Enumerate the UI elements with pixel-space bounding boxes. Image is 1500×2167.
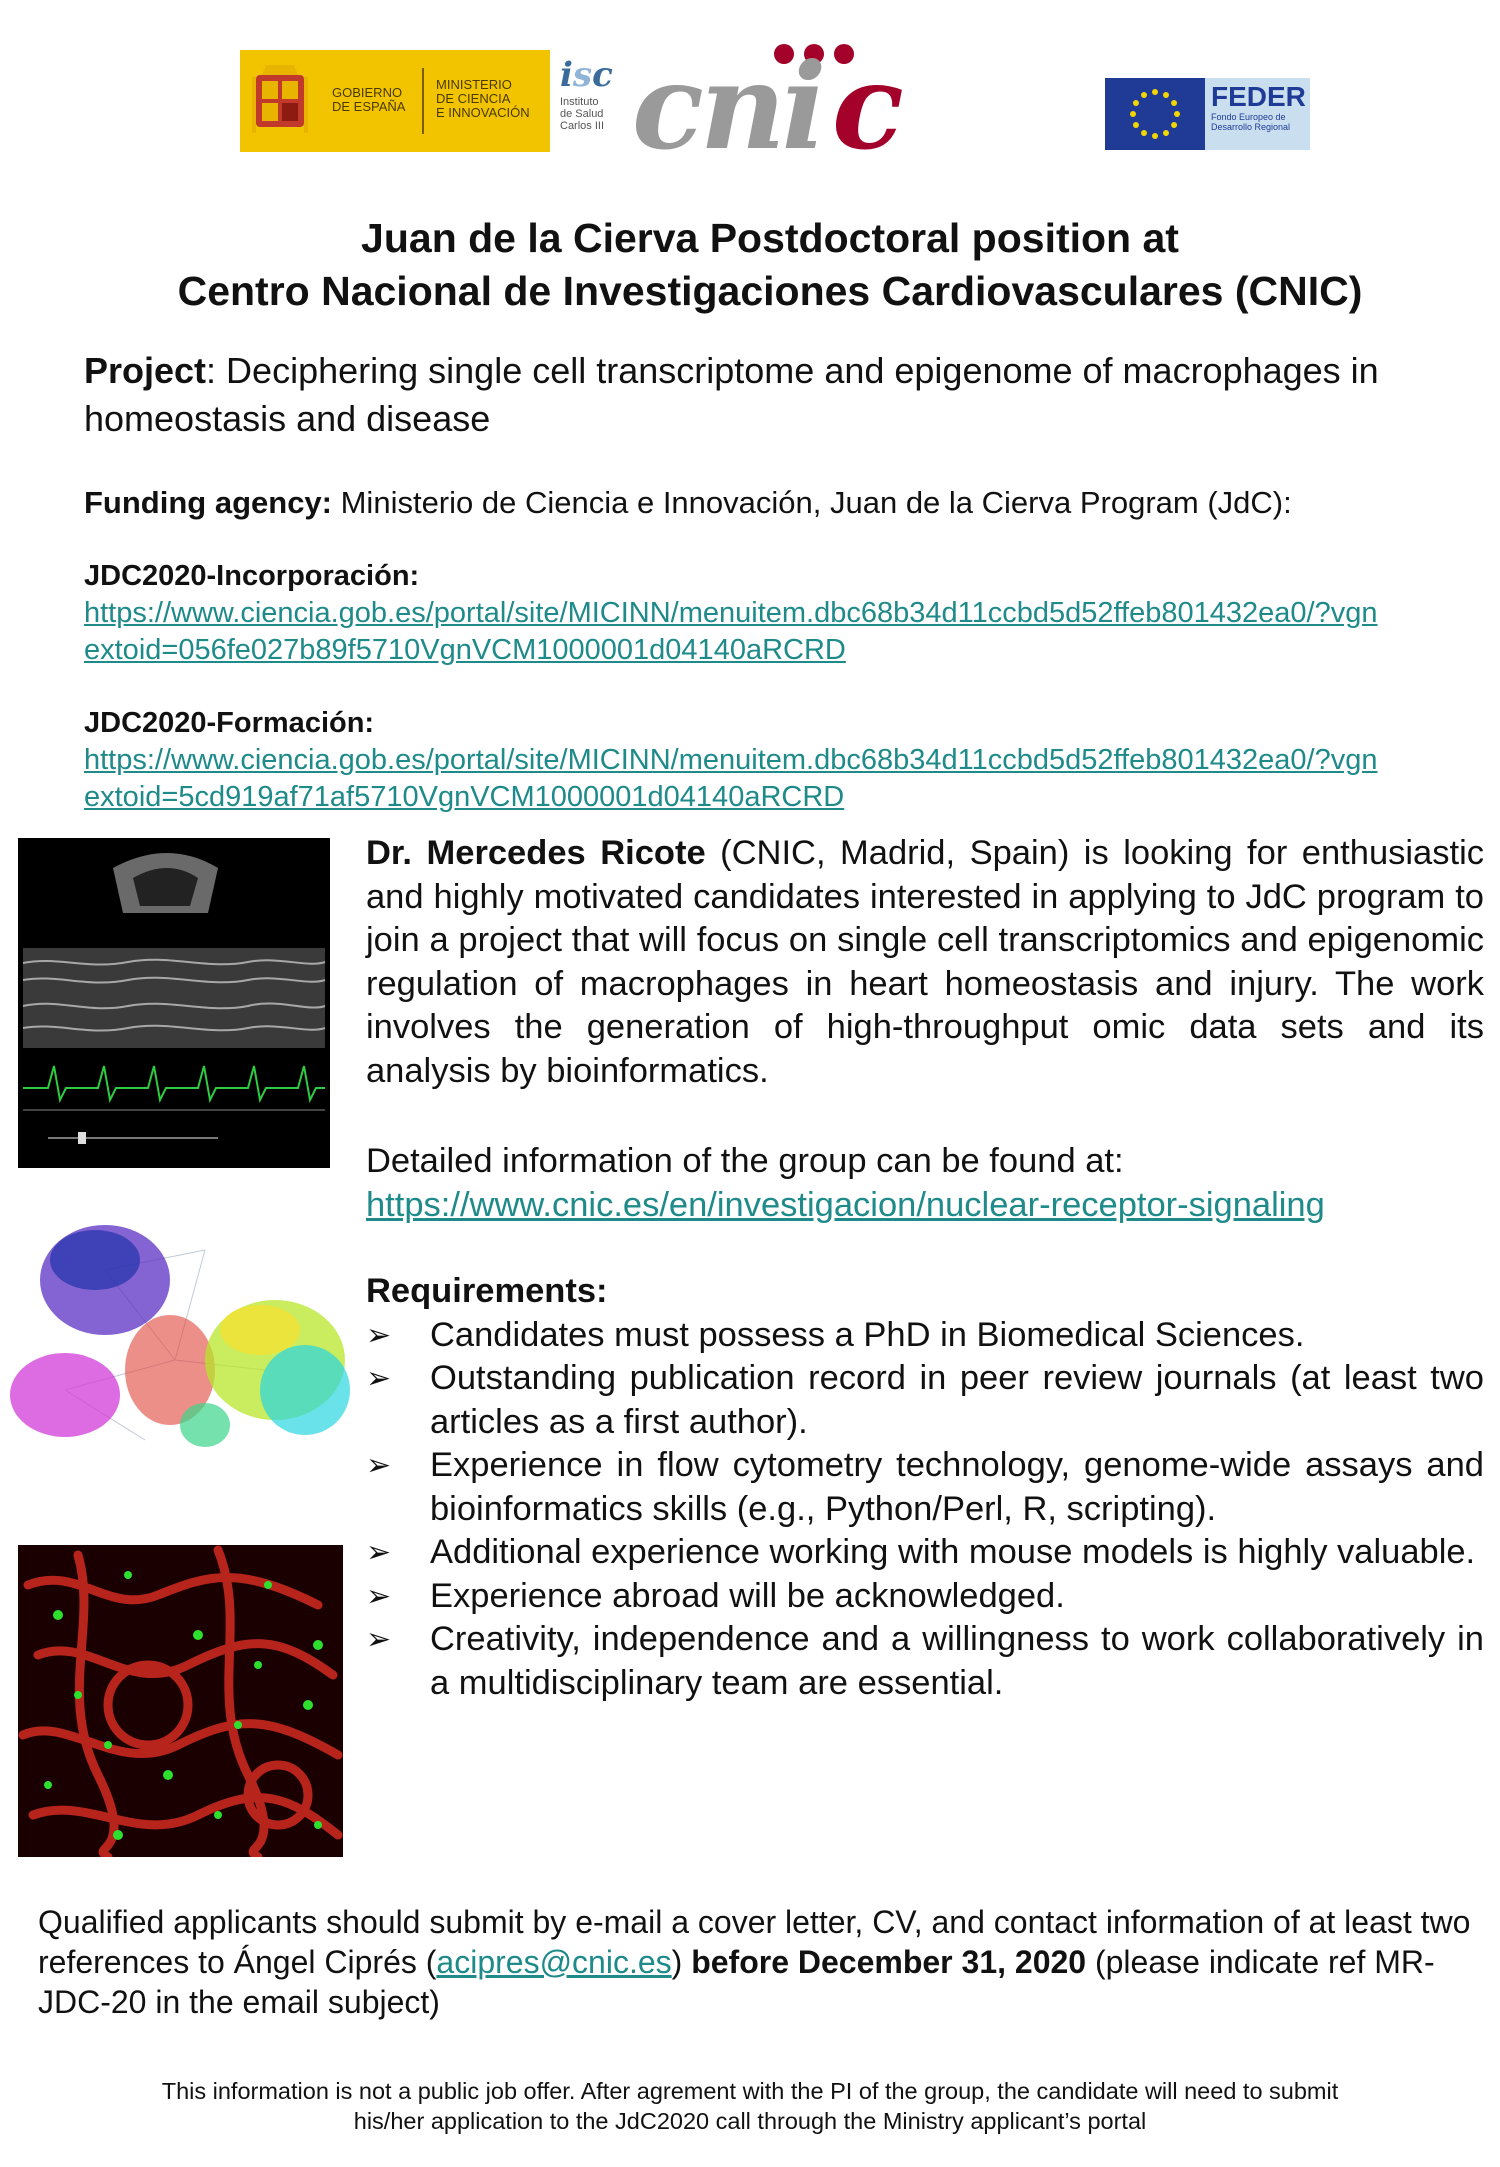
gobierno-ministerio-logo <box>240 50 550 152</box>
arrow-bullet-icon: ➢ <box>366 1318 392 1352</box>
requirement-text: Experience abroad will be acknowledged. <box>430 1576 1065 1615</box>
eu-star-icon <box>1130 111 1136 117</box>
call-incorporacion <box>84 558 1484 669</box>
funding-paragraph <box>84 483 1484 523</box>
echocardiogram-image <box>18 838 330 1168</box>
submit-text: (please indicate ref MR-JDC-20 in the email subject) <box>38 1944 1435 2020</box>
feder-box <box>1205 78 1310 150</box>
eu-star-icon <box>1152 89 1158 95</box>
list-item <box>366 1444 1484 1531</box>
requirement-text: Experience in flow cytometry technology, genome-wide assays and bioinformatics skills (e.g., Python/Perl, R, scripting). <box>430 1446 1484 1528</box>
isciii-text <box>560 96 628 132</box>
list-item <box>366 1531 1484 1575</box>
feder-logo <box>1105 78 1310 150</box>
eu-star-icon <box>1133 100 1139 106</box>
ministerio-line: E INNOVACIÓN <box>436 105 530 120</box>
call-link-line[interactable]: extoid=5cd919af71af5710VgnVCM1000001d04140aRCRD <box>84 781 845 813</box>
eu-star-icon <box>1163 130 1169 136</box>
isciii-logo <box>560 55 628 148</box>
eu-star-icon <box>1163 92 1169 98</box>
list-item <box>366 1618 1484 1705</box>
eu-star-icon <box>1141 130 1147 136</box>
isciii-line: de Salud <box>560 108 604 120</box>
list-item <box>366 1575 1484 1619</box>
submission-paragraph <box>38 1902 1486 2022</box>
eu-flag-icon <box>1105 78 1205 150</box>
call-link-line[interactable]: https://www.ciencia.gob.es/portal/site/MICINN/menuitem.dbc68b34d11ccbd5d52ffeb801432ea0/?vgn <box>84 744 1378 776</box>
title-line: Juan de la Cierva Postdoctoral position at <box>361 215 1179 261</box>
arrow-bullet-icon: ➢ <box>366 1536 392 1569</box>
gobierno-text <box>320 50 422 152</box>
email-link[interactable]: acipres@cnic.es <box>436 1944 672 1980</box>
requirement-text: Additional experience working with mouse models is highly valuable. <box>430 1533 1476 1571</box>
call-label: JDC2020-Formación: <box>84 707 375 739</box>
eu-star-icon <box>1174 111 1180 117</box>
call-formacion <box>84 705 1484 816</box>
ministerio-text <box>424 50 546 152</box>
isciii-line: Carlos III <box>560 120 605 132</box>
disclaimer-line: his/her application to the JdC2020 call through the Ministry applicant’s portal <box>353 2108 1147 2134</box>
list-item <box>366 1314 1484 1358</box>
eu-star-icon <box>1171 122 1177 128</box>
group-info <box>366 1140 1484 1227</box>
svg-text:cni: cni <box>632 40 823 160</box>
pi-name: Dr. Mercedes Ricote <box>366 834 706 872</box>
funding-text: Ministerio de Ciencia e Innovación, Juan de la Cierva Program (JdC): <box>332 485 1292 520</box>
call-link-line[interactable]: https://www.ciencia.gob.es/portal/site/MICINN/menuitem.dbc68b34d11ccbd5d52ffeb801432ea0/?vgn <box>84 597 1378 629</box>
feder-title: FEDER <box>1211 81 1306 112</box>
submit-text: Qualified applicants should submit by e-mail a cover letter, CV, and contact information of at least two references to Ángel Ciprés ( <box>38 1904 1471 1980</box>
arrow-bullet-icon: ➢ <box>366 1449 392 1482</box>
gobierno-line: GOBIERNO <box>332 85 403 100</box>
gobierno-line: DE ESPAÑA <box>332 99 406 114</box>
call-link[interactable] <box>84 744 1377 813</box>
arrow-bullet-icon: ➢ <box>366 1579 392 1613</box>
deadline: before December 31, 2020 <box>691 1944 1087 1980</box>
title-line: Centro Nacional de Investigaciones Cardiovasculares (CNIC) <box>177 268 1363 314</box>
disclaimer <box>60 2076 1440 2136</box>
requirements-title: Requirements: <box>366 1272 608 1310</box>
list-item <box>366 1357 1484 1444</box>
requirements-list <box>366 1314 1484 1706</box>
cnic-logo <box>632 40 902 160</box>
intro-paragraph <box>366 832 1484 1093</box>
eu-star-icon <box>1171 100 1177 106</box>
isciii-line: Instituto <box>560 96 599 108</box>
isciii-mark-icon: isc <box>560 55 613 95</box>
feder-subtitle: Desarrollo Regional <box>1211 122 1291 132</box>
submit-text: ) <box>671 1944 692 1980</box>
coat-of-arms-icon <box>240 50 320 152</box>
group-link[interactable]: https://www.cnic.es/en/investigacion/nuclear-receptor-signaling <box>366 1185 1325 1224</box>
call-label: JDC2020-Incorporación: <box>84 560 420 592</box>
arrow-bullet-icon: ➢ <box>366 1362 392 1395</box>
feder-subtitle: Fondo Europeo de <box>1211 112 1286 122</box>
requirement-text: Creativity, independence and a willingness to work collaboratively in a multidisciplinary team are essential. <box>430 1620 1484 1702</box>
eu-star-icon <box>1152 133 1158 139</box>
call-link-line[interactable]: extoid=056fe027b89f5710VgnVCM1000001d04140aRCRD <box>84 634 846 666</box>
microscopy-image <box>18 1545 343 1857</box>
group-info-text: Detailed information of the group can be found at: <box>366 1142 1124 1180</box>
project-text: : Deciphering single cell transcriptome and epigenome of macrophages in homeostasis and disease <box>84 350 1379 439</box>
call-link[interactable] <box>84 597 1377 666</box>
network-graph-image <box>5 1210 355 1500</box>
page-title <box>60 212 1480 318</box>
eu-star-icon <box>1133 122 1139 128</box>
requirements-section <box>366 1270 1484 1705</box>
funding-label: Funding agency: <box>84 485 332 520</box>
ministerio-line: DE CIENCIA <box>436 91 511 106</box>
requirement-text: Outstanding publication record in peer review journals (at least two articles as a first author). <box>430 1359 1484 1441</box>
arrow-bullet-icon: ➢ <box>366 1623 392 1656</box>
project-label: Project <box>84 350 207 391</box>
disclaimer-line: This information is not a public job offer. After agrement with the PI of the group, the candidate will need to submit <box>161 2078 1339 2104</box>
svg-text:c: c <box>832 40 902 160</box>
eu-star-icon <box>1141 92 1147 98</box>
requirement-text: Candidates must possess a PhD in Biomedical Sciences. <box>430 1315 1305 1354</box>
intro-text: (CNIC, Madrid, Spain) is looking for enthusiastic and highly motivated candidates interested in applying to JdC program to join a project that will focus on single cell transcriptomics and epigenomic regulation of macrophages in heart homeostasis and injury. The work involves the generation of high-throughput omic data sets and its analysis by bioinformatics. <box>366 834 1484 1090</box>
project-paragraph <box>84 347 1484 443</box>
ministerio-line: MINISTERIO <box>436 77 512 92</box>
